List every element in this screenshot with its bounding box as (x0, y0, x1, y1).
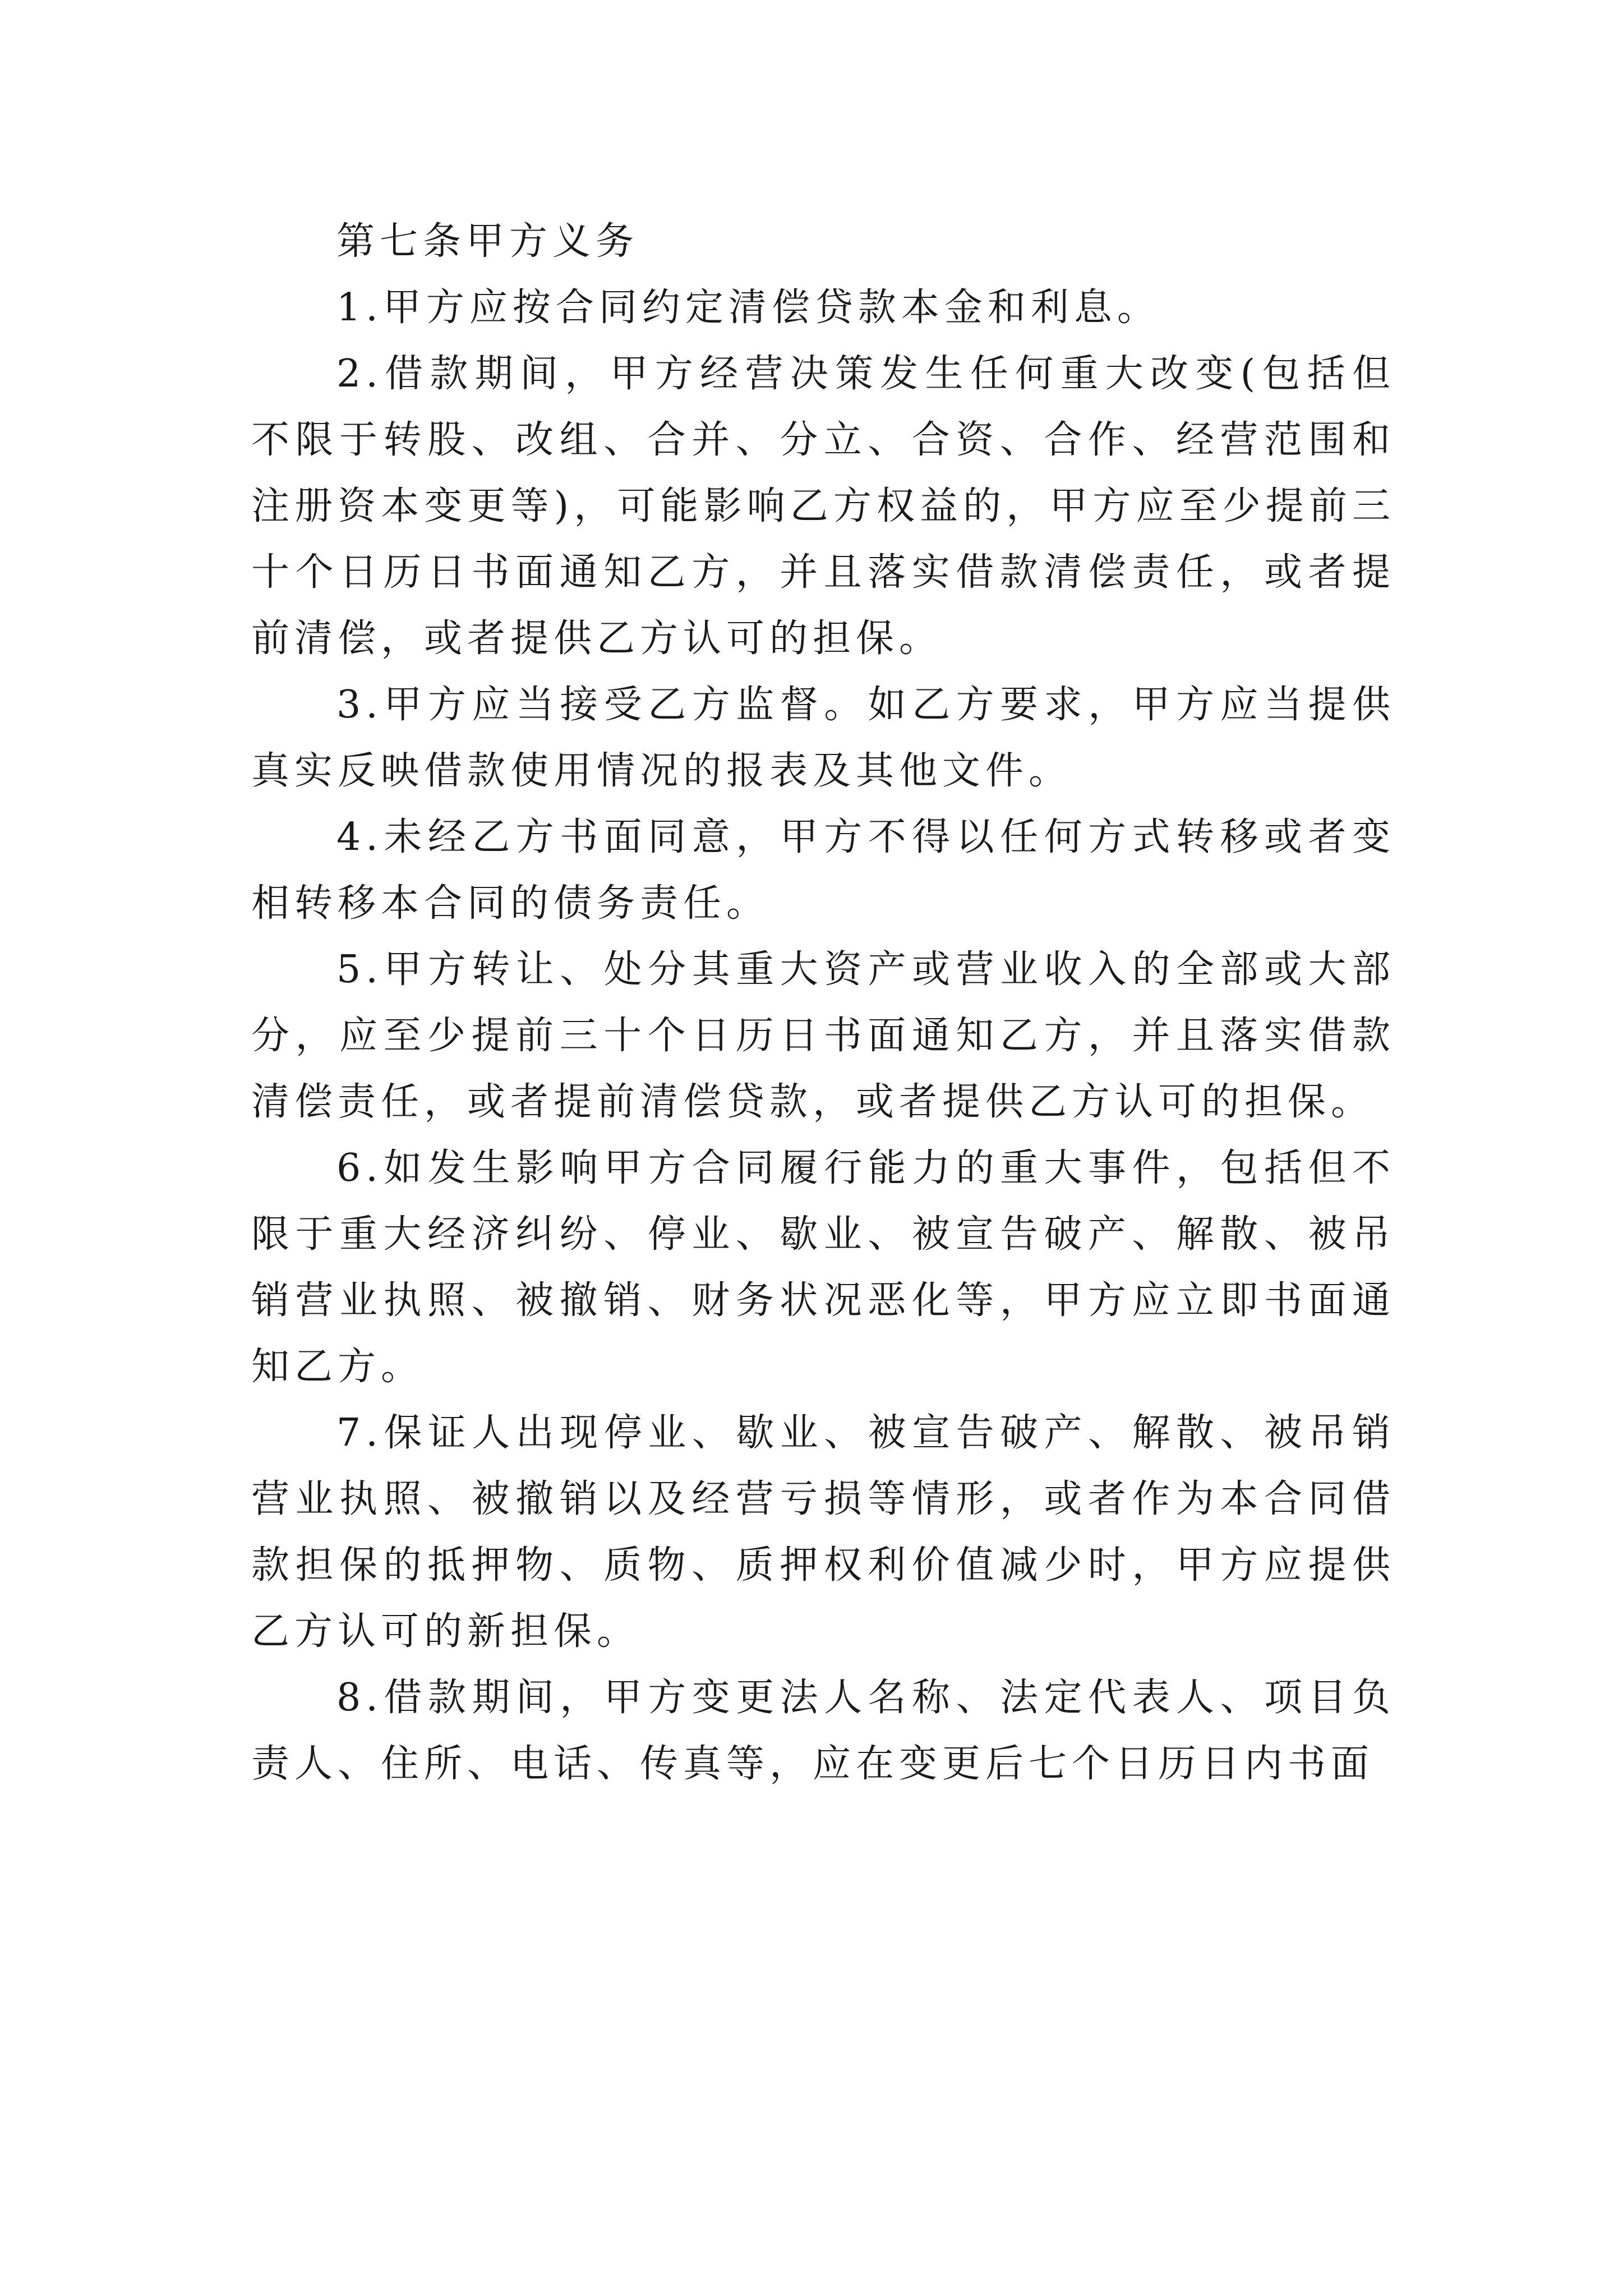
paragraph-5: 5.甲方转让、处分其重大资产或营业收入的全部或大部分，应至少提前三十个日历日书面通知乙方，并且落实借款清偿责任，或者提前清偿贷款，或者提供乙方认可的担保。 (251, 947, 1395, 1124)
paragraph-8: 8.借款期间，甲方变更法人名称、法定代表人、项目负责人、住所、电话、传真等，应在变更后七个日历日内书面 (251, 1676, 1395, 1786)
paragraph-3: 3.甲方应当接受乙方监督。如乙方要求，甲方应当提供真实反映借款使用情况的报表及其他文件。 (251, 683, 1395, 793)
paragraph-6: 6.如发生影响甲方合同履行能力的重大事件，包括但不限于重大经济纠纷、停业、歇业、被宣告破产、解散、被吊销营业执照、被撤销、财务状况恶化等，甲方应立即书面通知乙方。 (251, 1146, 1395, 1389)
document-body (251, 209, 1395, 1797)
paragraph-2: 2.借款期间，甲方经营决策发生任何重大改变(包括但不限于转股、改组、合并、分立、合资、合作、经营范围和注册资本变更等)，可能影响乙方权益的，甲方应至少提前三十个日历日书面通知乙方，并且落实借款清偿责任，或者提前清偿，或者提供乙方认可的担保。 (251, 352, 1395, 661)
article-heading: 第七条甲方义务 (336, 219, 639, 264)
paragraph-1: 1.甲方应按合同约定清偿贷款本金和利息。 (336, 286, 1160, 330)
paragraph-7: 7.保证人出现停业、歇业、被宣告破产、解散、被吊销营业执照、被撤销以及经营亏损等情形，或者作为本合同借款担保的抵押物、质物、质押权利价值减少时，甲方应提供乙方认可的新担保。 (251, 1411, 1395, 1654)
paragraph-4: 4.未经乙方书面同意，甲方不得以任何方式转移或者变相转移本合同的债务责任。 (251, 815, 1395, 926)
